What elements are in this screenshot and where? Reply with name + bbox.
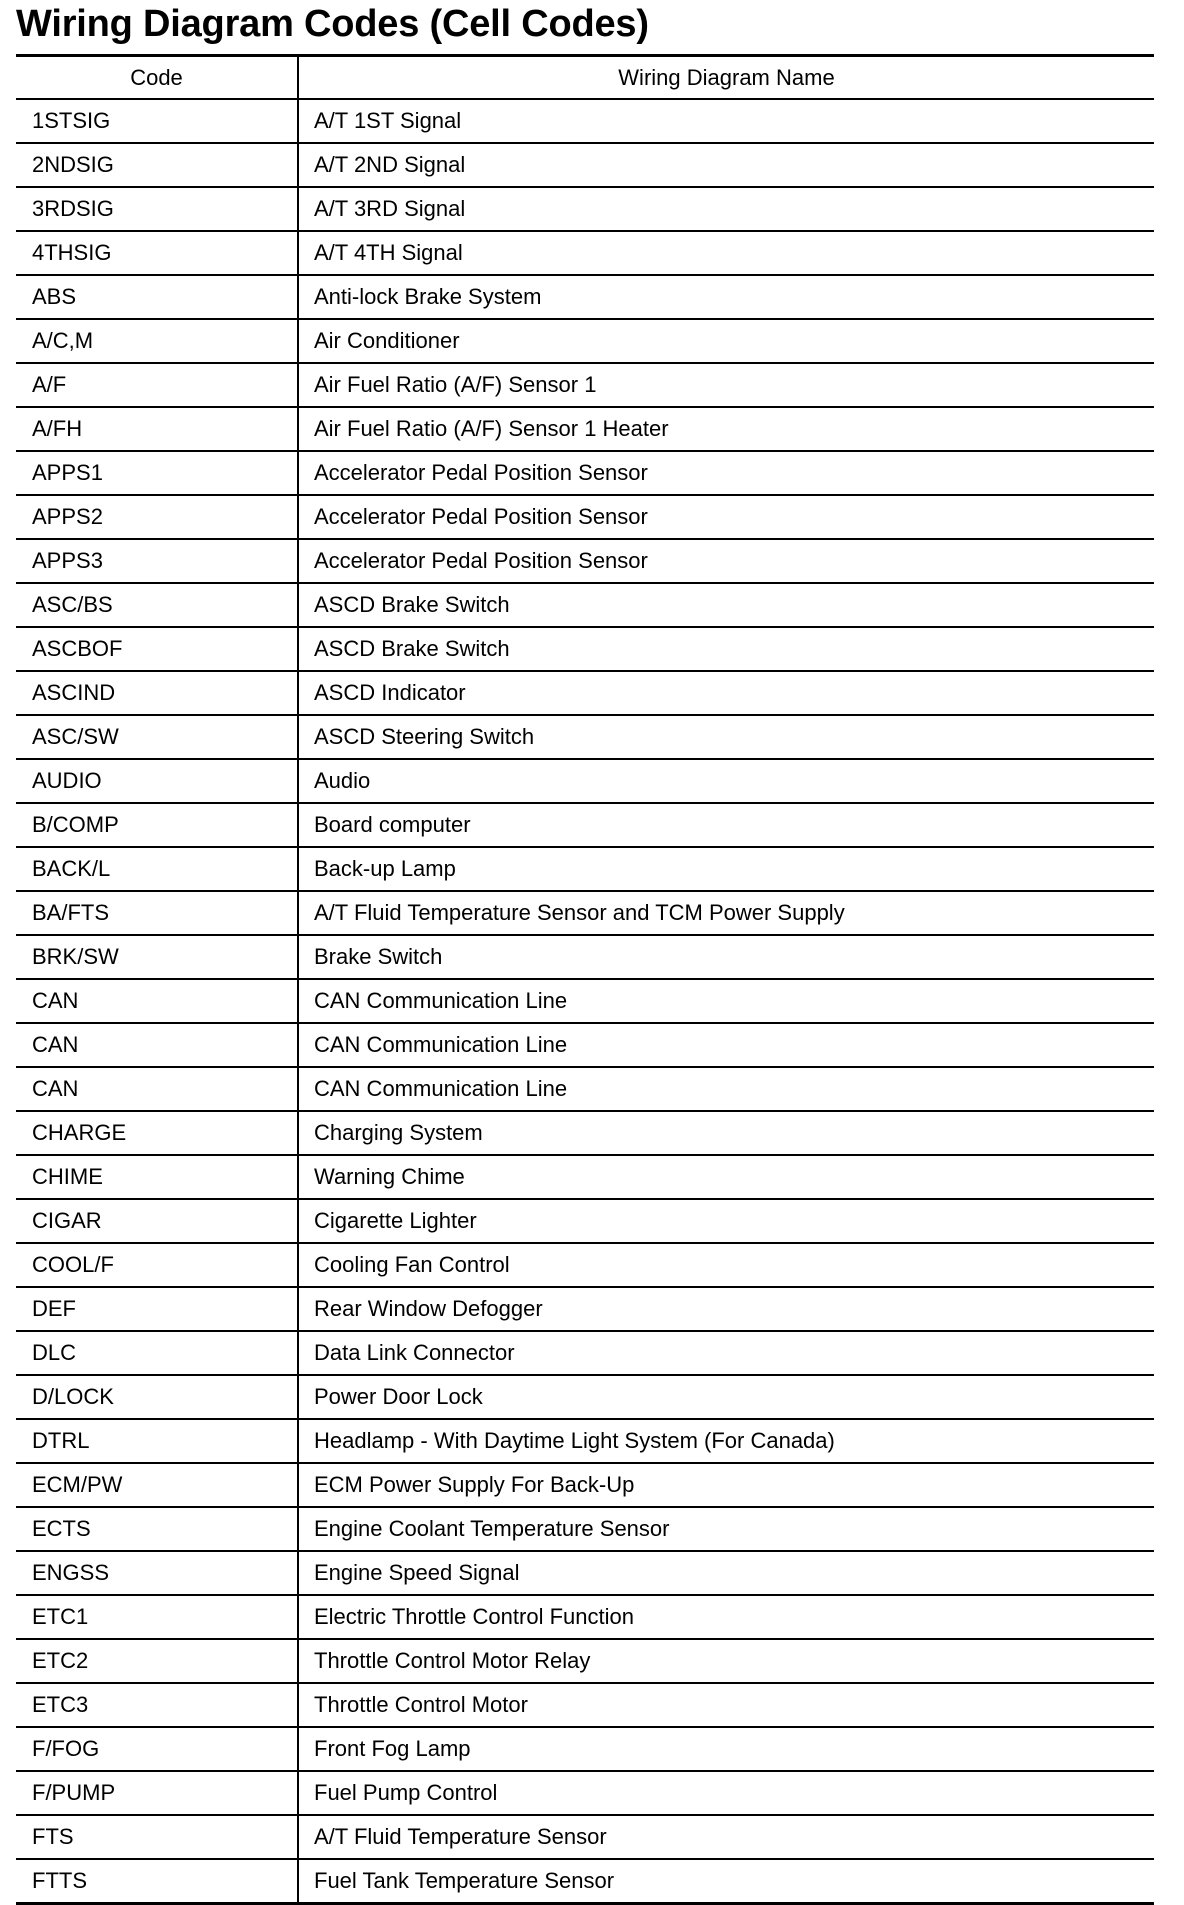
table-row xyxy=(16,143,1154,187)
cell-wiring-diagram-name: Headlamp - With Daytime Light System (For Canada) xyxy=(298,1419,1154,1463)
table-row xyxy=(16,319,1154,363)
cell-wiring-diagram-name: Power Door Lock xyxy=(298,1375,1154,1419)
cell-code: AUDIO xyxy=(16,759,298,803)
cell-code: CHARGE xyxy=(16,1111,298,1155)
table-row xyxy=(16,1287,1154,1331)
cell-code: 4THSIG xyxy=(16,231,298,275)
cell-wiring-diagram-name: Front Fog Lamp xyxy=(298,1727,1154,1771)
cell-code: ENGSS xyxy=(16,1551,298,1595)
cell-code: BA/FTS xyxy=(16,891,298,935)
table-row xyxy=(16,1419,1154,1463)
cell-code: FTTS xyxy=(16,1859,298,1904)
cell-wiring-diagram-name: Data Link Connector xyxy=(298,1331,1154,1375)
column-header-name: Wiring Diagram Name xyxy=(298,56,1154,100)
cell-wiring-diagram-name: ASCD Brake Switch xyxy=(298,627,1154,671)
cell-code: ETC2 xyxy=(16,1639,298,1683)
cell-wiring-diagram-name: Anti-lock Brake System xyxy=(298,275,1154,319)
cell-wiring-diagram-name: Fuel Tank Temperature Sensor xyxy=(314,1868,615,1893)
cell-wiring-diagram-name: Engine Coolant Temperature Sensor xyxy=(298,1507,1154,1551)
cell-wiring-diagram-name: ECM Power Supply For Back-Up xyxy=(298,1463,1154,1507)
table-row xyxy=(16,803,1154,847)
table-row xyxy=(16,847,1154,891)
cell-code: FTS xyxy=(16,1815,298,1859)
cell-wiring-diagram-name: Throttle Control Motor xyxy=(298,1683,1154,1727)
table-row xyxy=(16,99,1154,143)
cell-wiring-diagram-name: Back-up Lamp xyxy=(298,847,1154,891)
table-row xyxy=(16,1507,1154,1551)
cell-wiring-diagram-name: Charging System xyxy=(298,1111,1154,1155)
table-row xyxy=(16,1331,1154,1375)
cell-code: F/FOG xyxy=(16,1727,298,1771)
cell-wiring-diagram-name: Warning Chime xyxy=(298,1155,1154,1199)
cell-wiring-diagram-name: Accelerator Pedal Position Sensor xyxy=(298,451,1154,495)
cell-wiring-diagram-name: A/T 4TH Signal xyxy=(298,231,1154,275)
cell-code: CAN xyxy=(16,1067,298,1111)
table-row xyxy=(16,363,1154,407)
cell-code: CHIME xyxy=(16,1155,298,1199)
cell-wiring-diagram-name: A/T 3RD Signal xyxy=(298,187,1154,231)
cell-code: ETC1 xyxy=(16,1595,298,1639)
cell-wiring-diagram-name: A/T Fluid Temperature Sensor xyxy=(298,1815,1154,1859)
cell-code: ASCIND xyxy=(16,671,298,715)
cell-code: BACK/L xyxy=(16,847,298,891)
table-row xyxy=(16,583,1154,627)
cell-wiring-diagram-name: CAN Communication Line xyxy=(298,1023,1154,1067)
cell-code: COOL/F xyxy=(16,1243,298,1287)
cell-wiring-diagram-name: ASCD Indicator xyxy=(298,671,1154,715)
cell-code: DLC xyxy=(16,1331,298,1375)
cell-code: ASC/SW xyxy=(16,715,298,759)
cell-wiring-diagram-name: Electric Throttle Control Function xyxy=(298,1595,1154,1639)
table-row xyxy=(16,1023,1154,1067)
cell-wiring-diagram-name: Audio xyxy=(298,759,1154,803)
cell-code: APPS2 xyxy=(16,495,298,539)
cell-wiring-diagram-name: Air Fuel Ratio (A/F) Sensor 1 xyxy=(298,363,1154,407)
table-row xyxy=(16,1243,1154,1287)
cell-wiring-diagram-name: Air Conditioner xyxy=(298,319,1154,363)
table-row xyxy=(16,935,1154,979)
table-row xyxy=(16,1155,1154,1199)
cell-code: A/C,M xyxy=(16,319,298,363)
cell-wiring-diagram-name: ASCD Steering Switch xyxy=(298,715,1154,759)
cell-wiring-diagram-name: CAN Communication Line xyxy=(298,1067,1154,1111)
cell-wiring-diagram-name: Cigarette Lighter xyxy=(298,1199,1154,1243)
cell-wiring-diagram-name: Fuel Pump Control xyxy=(298,1771,1154,1815)
cell-wiring-diagram-name: Engine Speed Signal xyxy=(298,1551,1154,1595)
cell-code: CAN xyxy=(16,979,298,1023)
cell-wiring-diagram-name: Throttle Control Motor Relay xyxy=(298,1639,1154,1683)
table-row xyxy=(16,715,1154,759)
cell-code: DEF xyxy=(16,1287,298,1331)
table-row xyxy=(16,1639,1154,1683)
cell-wiring-diagram-name: A/T 1ST Signal xyxy=(298,99,1154,143)
table-row xyxy=(16,1067,1154,1111)
table-row xyxy=(16,1595,1154,1639)
cell-wiring-diagram-name: Accelerator Pedal Position Sensor xyxy=(298,539,1154,583)
cell-wiring-diagram-name: A/T 2ND Signal xyxy=(298,143,1154,187)
page-title: Wiring Diagram Codes (Cell Codes) xyxy=(16,3,649,45)
table-row xyxy=(16,1111,1154,1155)
table-row xyxy=(16,407,1154,451)
cell-codes-table xyxy=(16,54,1154,1905)
table-row xyxy=(16,495,1154,539)
table-row xyxy=(16,1683,1154,1727)
cell-code: ECM/PW xyxy=(16,1463,298,1507)
cell-code: B/COMP xyxy=(16,803,298,847)
cell-wiring-diagram-name: Air Fuel Ratio (A/F) Sensor 1 Heater xyxy=(298,407,1154,451)
table-row xyxy=(16,1199,1154,1243)
cell-code: ABS xyxy=(16,275,298,319)
table-header-row xyxy=(16,56,1154,100)
cell-wiring-diagram-name: Board computer xyxy=(298,803,1154,847)
document-page xyxy=(16,0,1156,1893)
cell-code: ASC/BS xyxy=(16,583,298,627)
table-row xyxy=(16,627,1154,671)
cell-code: 3RDSIG xyxy=(16,187,298,231)
table-row xyxy=(16,1771,1154,1815)
table-row xyxy=(16,451,1154,495)
table-row xyxy=(16,1859,1154,1904)
cell-code: APPS1 xyxy=(16,451,298,495)
table-row xyxy=(16,187,1154,231)
cell-wiring-diagram-name: A/T Fluid Temperature Sensor and TCM Power Supply xyxy=(298,891,1154,935)
column-header-code: Code xyxy=(16,56,298,100)
table-row xyxy=(16,1727,1154,1771)
cell-code: 1STSIG xyxy=(16,99,298,143)
table-row xyxy=(16,1375,1154,1419)
cell-wiring-diagram-name: Rear Window Defogger xyxy=(298,1287,1154,1331)
table-row xyxy=(16,275,1154,319)
cell-code: BRK/SW xyxy=(16,935,298,979)
cell-code: APPS3 xyxy=(16,539,298,583)
table-row xyxy=(16,539,1154,583)
cell-code: ECTS xyxy=(16,1507,298,1551)
cell-wiring-diagram-name: CAN Communication Line xyxy=(298,979,1154,1023)
cell-code: ETC3 xyxy=(16,1683,298,1727)
cell-code: F/PUMP xyxy=(16,1771,298,1815)
table-row xyxy=(16,671,1154,715)
table-row xyxy=(16,1463,1154,1507)
cell-code: CAN xyxy=(16,1023,298,1067)
cell-code: D/LOCK xyxy=(16,1375,298,1419)
cell-code: ASCBOF xyxy=(16,627,298,671)
table-row xyxy=(16,1551,1154,1595)
cell-code: 2NDSIG xyxy=(16,143,298,187)
cell-code: CIGAR xyxy=(16,1199,298,1243)
cell-code: A/FH xyxy=(16,407,298,451)
cell-wiring-diagram-name: Accelerator Pedal Position Sensor xyxy=(298,495,1154,539)
table-row xyxy=(16,759,1154,803)
table-row xyxy=(16,231,1154,275)
cell-wiring-diagram-name: Cooling Fan Control xyxy=(298,1243,1154,1287)
table-row xyxy=(16,891,1154,935)
cell-code: A/F xyxy=(16,363,298,407)
cell-wiring-diagram-name: ASCD Brake Switch xyxy=(298,583,1154,627)
table-row xyxy=(16,979,1154,1023)
table-row xyxy=(16,1815,1154,1859)
cell-code: DTRL xyxy=(16,1419,298,1463)
table-body xyxy=(16,99,1154,1904)
cell-wiring-diagram-name: Brake Switch xyxy=(298,935,1154,979)
